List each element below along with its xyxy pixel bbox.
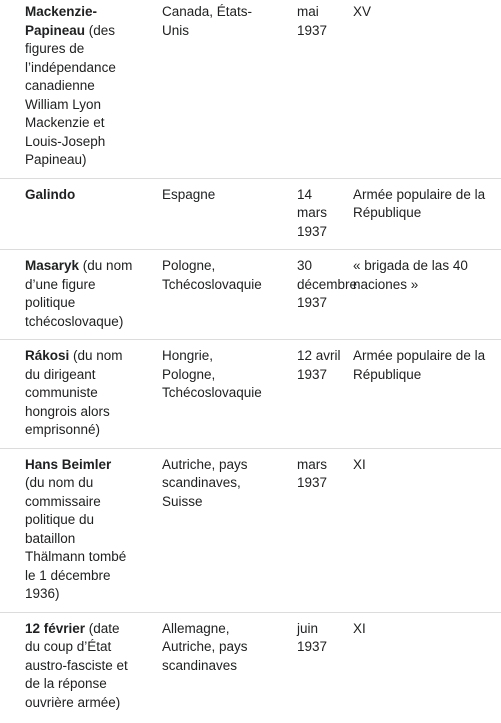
battalion-description: (du nom du dirigeant communiste hongrois alors emprisonné): [25, 348, 123, 437]
origin-cell: Canada, États-Unis: [137, 0, 271, 178]
battalion-description: (des figures de l’indépendance canadienne William Lyon Mackenzie et Louis-Joseph Papineau): [25, 22, 116, 167]
battalion-name-cell: [0, 340, 137, 449]
battalion-name: Hans Beimler: [25, 456, 112, 472]
origin-cell: Autriche, pays scandinaves, Suisse: [137, 448, 271, 612]
battalion-name: Masaryk: [25, 258, 80, 273]
brigade-cell: Armée populaire de la République: [342, 340, 501, 449]
table-row: [0, 178, 501, 250]
battalion-name: Rákosi: [25, 348, 70, 363]
brigade-cell: XI: [342, 448, 501, 612]
origin-cell: Pologne, Tchécoslovaquie: [137, 250, 271, 340]
brigade-cell: XI: [353, 620, 366, 636]
table-row: [0, 448, 501, 612]
date-cell: mars 1937: [271, 448, 342, 612]
table-row: [0, 0, 501, 178]
brigade-cell: XV: [342, 0, 501, 178]
table-row: [0, 340, 501, 449]
table-row: [0, 250, 501, 340]
date-cell: 30 décembre 1937: [271, 250, 342, 340]
battalion-description: (du nom du commissaire politique du bataillon Thälmann tombé le 1 décembre 1936): [25, 475, 127, 601]
battalion-name: 12 février: [25, 620, 86, 636]
battalion-name-cell: [0, 612, 137, 723]
battalion-description: (date du coup d’État austro-fasciste et de la réponse ouvrière armée): [25, 620, 128, 710]
battalion-name: Galindo: [25, 186, 76, 202]
battalion-name-cell: [0, 448, 137, 612]
table-row: [0, 612, 501, 723]
date-cell: 14 mars 1937: [271, 178, 342, 250]
battalion-name-cell: [0, 178, 137, 250]
battalion-description: (du nom d’une figure politique tchécoslovaque): [25, 258, 133, 329]
brigade-cell: Armée populaire de la République: [342, 178, 501, 250]
date-cell: 12 avril 1937: [271, 340, 342, 449]
date-cell: juin 1937: [297, 620, 328, 654]
brigade-cell: « brigada de las 40 naciones »: [342, 250, 501, 340]
origin-cell: Hongrie, Pologne, Tchécoslovaquie: [137, 340, 271, 449]
battalion-name-cell: [0, 0, 137, 178]
origin-cell: Allemagne, Autriche, pays scandinaves: [162, 620, 248, 673]
date-cell: mai 1937: [271, 0, 342, 178]
battalion-name: Mackenzie-Papineau: [25, 4, 98, 38]
battalion-name-cell: [0, 250, 137, 340]
origin-cell: Espagne: [137, 178, 271, 250]
